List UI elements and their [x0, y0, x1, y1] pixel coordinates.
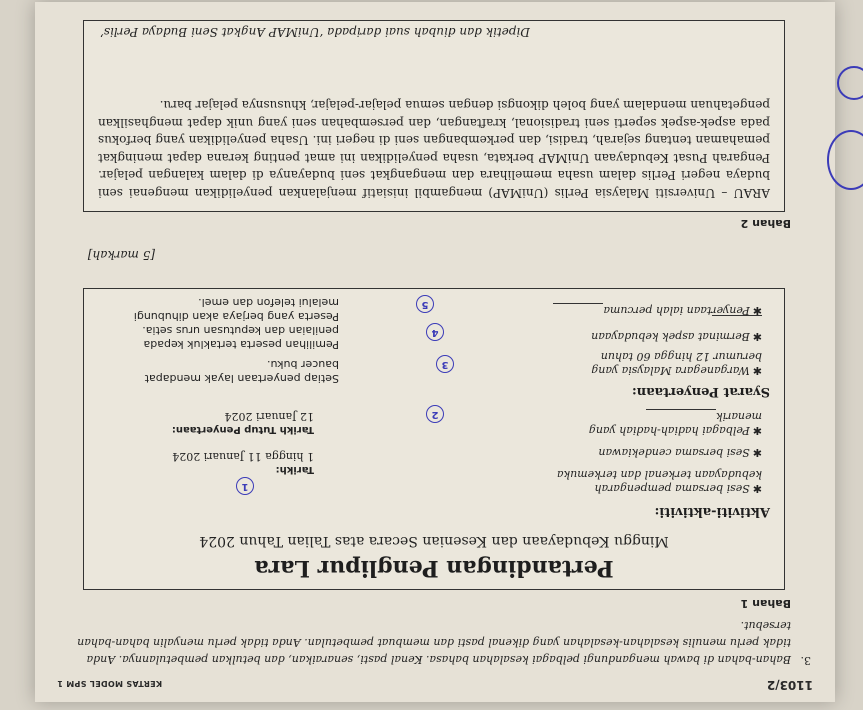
bahan-1-label: Bahan 1 [740, 597, 791, 610]
activity-item: ✱Sesi bersama pempengarah kebudayaan terkenal dan terkemuka [556, 468, 762, 495]
annotation-circle: 3 [436, 355, 454, 373]
closing-date-value: 12 Januari 2024 [224, 410, 314, 423]
marks-label: [5 markah] [87, 248, 155, 262]
annotation-circle: 1 [236, 477, 254, 495]
question-instruction: Bahan-bahan di bawah mengandungi pelbagai kesalahan bahasa. Kenal pasti, senaraikan, dan betulkan pembetulannya. Anda tidak perlu menulis kesalahan-kesalahan yang dikenal pasti dan membuat pembetulan. Anda tidak perlu menyalin bahan-bahan tersebut. [77, 619, 791, 666]
article-text: ARAU – Universiti Malaysia Perlis (UniMAP) mengambil inisiatif menjalankan penyelidikan mengenai seni budaya negeri Perlis dalam usaha memelihara dan mengangkat seni budayanya di dalam kalangan pelajar. Pengarah Pusat Kebudayaan UniMAP berkata, usaha penyelidikan ini amat penting kerana dapat meningkat pemahaman tentang sejarah, tradisi, dan perkembangan seni di negeri ini. Usaha penyelidikan yang berfokus pada aspek-aspek seperti seni tradisional, kraftangan, dan persembahan seni yang unik dapat menghasilkan pengetahuan mendalam yang boleh dikongsi dengan semua pelajar-pelajar, khususnya pelajar baru. [98, 98, 770, 200]
activities-heading: Aktiviti-aktiviti: [654, 504, 770, 519]
poster-title: Pertandingan Penglipur Lara [254, 555, 614, 581]
term-item: ✱Berminat aspek kebudayaan [547, 315, 762, 343]
terms-heading: Syarat Penyertaan: [631, 384, 770, 399]
article-source: Dipetik dan diubah suai daripada ‘UniMAP Angkat Seni Budaya Perlis’ [100, 25, 530, 39]
bahan-1-poster [83, 288, 785, 590]
date-value: 1 hingga 11 Januari 2024 [172, 450, 314, 463]
annotation-circle: 4 [426, 323, 444, 341]
pen-mark [837, 66, 863, 100]
poster-subtitle: Minggu Kebudayaan dan Kesenian Secara atas Talian Tahun 2024 [199, 533, 669, 549]
term-item-right: Peserta yang berjaya akan dihubungi melalui telefon dan emel. [133, 296, 339, 323]
paper-code: 1103/2 [766, 678, 813, 692]
closing-date-label: Tarikh Tutup Penyertaan: [171, 424, 314, 435]
term-item-right: Pemilihan peserta tertakluk kepada penilaian dan keputusan urus setia. [142, 324, 339, 351]
term-item: ✱Penyertaan ialah percuma [547, 303, 762, 317]
bahan-2-article-box [83, 20, 785, 212]
annotation-circle: 5 [416, 295, 434, 313]
activity-item: ✱Pelbagai hadiah-hadiah yang menarik [588, 410, 762, 437]
question-number: 3. [800, 654, 811, 667]
bahan-2-label: Bahan 2 [740, 217, 791, 230]
activity-item: ✱Sesi bersama cendekiawan [598, 446, 762, 459]
paper-reference: KERTAS MODEL SPM 1 [57, 679, 163, 688]
annotation-circle: 2 [426, 405, 444, 423]
exam-page [35, 2, 835, 702]
term-item: ✱Warganegara Malaysia yang berumur 12 hingga 60 tahun [591, 350, 762, 377]
term-item-right: Setiap penyertaan layak mendapat baucer buku. [144, 358, 339, 385]
date-label: Tarikh: [275, 464, 314, 475]
